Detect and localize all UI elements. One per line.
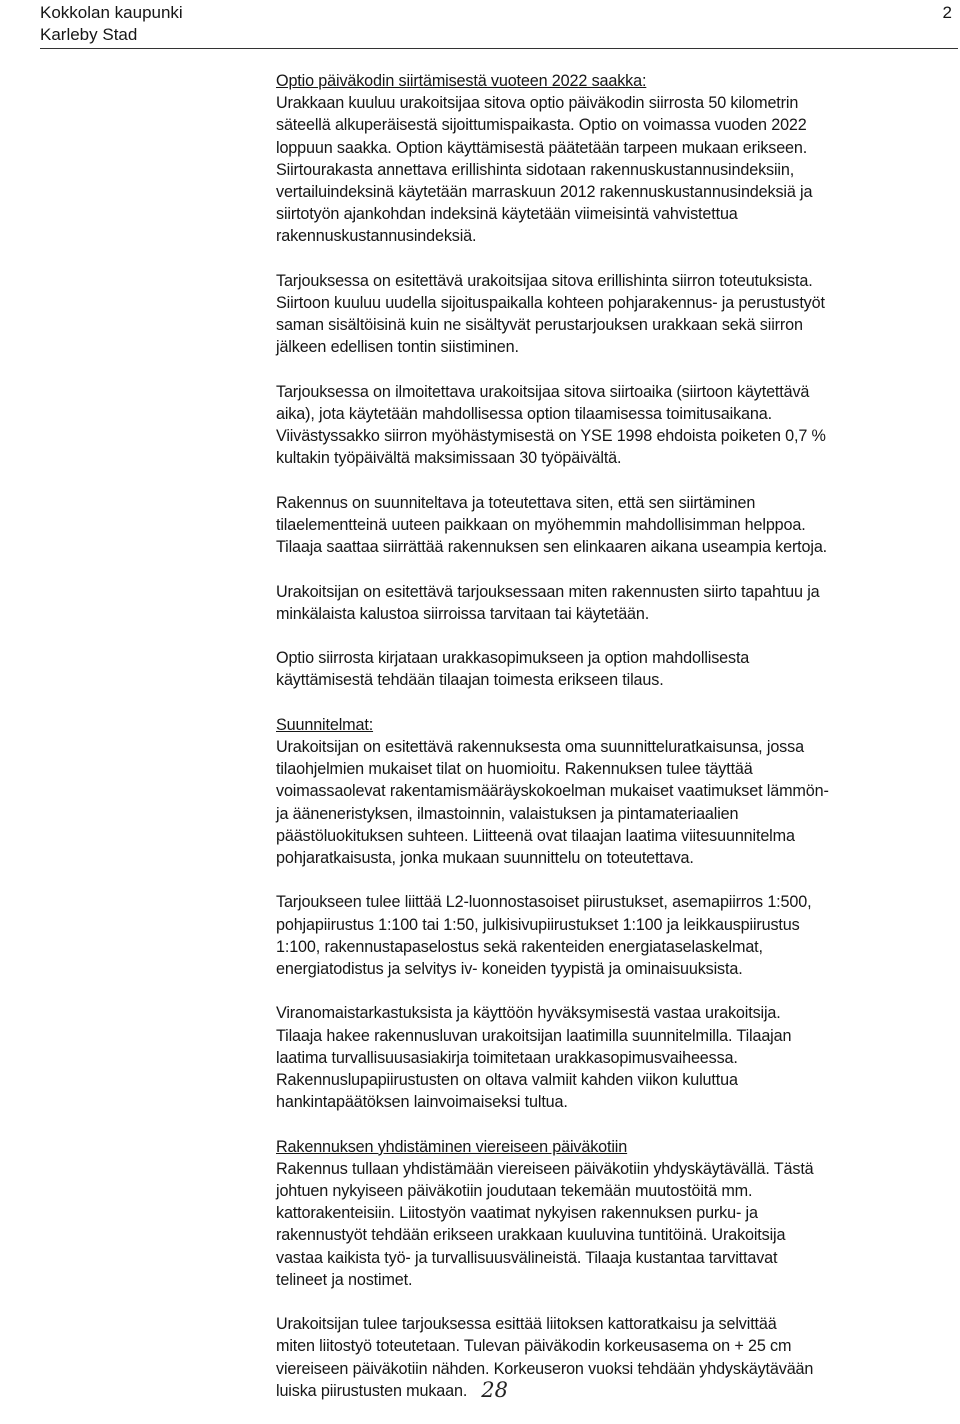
section-heading: Rakennuksen yhdistäminen viereiseen päiväkotiin [276, 1137, 628, 1156]
text-line: pohjaratkaisusta, jonka mukaan suunnittelu on toteutettava. [276, 849, 694, 868]
paragraph [276, 647, 960, 691]
text-line: telineet ja nostimet. [276, 1270, 413, 1289]
text-line: säteellä alkuperäisestä sijoittumispaikasta. Optio on voimassa vuoden 2022 [276, 116, 807, 135]
text-line: viereiseen päiväkotiin nähden. Korkeuseron vuoksi tehdään yhdyskäytävään [276, 1359, 814, 1378]
text-line: hankintapäätöksen lainvoimaiseksi tultua. [276, 1093, 568, 1112]
text-line: ja ääneneristyksen, ilmastoinnin, valaistuksen ja pintamateriaalien [276, 804, 739, 823]
document-body [276, 70, 960, 1424]
text-line: miten liitostyö toteutetaan. Tulevan päiväkodin korkeusasema on + 25 cm [276, 1337, 792, 1356]
paragraph [276, 70, 960, 248]
paragraph [276, 492, 960, 559]
handwritten-page-note: 28 [481, 1377, 508, 1402]
text-line: minkälaista kalustoa siirroissa tarvitaan tai käytetään. [276, 604, 650, 623]
paragraph [276, 891, 960, 980]
text-line: rakennustyöt tehdään erikseen urakkaan kuuluvina tuntitöinä. Urakoitsija [276, 1226, 786, 1245]
section-heading: Suunnitelmat: [276, 715, 374, 734]
paragraph [276, 1313, 960, 1402]
text-line: Tarjoukseen tulee liittää L2-luonnostasoiset piirustukset, asemapiirros 1:500, [276, 893, 812, 912]
text-line: siirtotyön ajankohdan indeksinä käytetään viimeisintä vahvistettua [276, 205, 738, 224]
text-line: vertailuindeksinä käytetään marraskuun 2012 rakennuskustannusindeksiä ja [276, 183, 813, 202]
text-line: vastaa kaikista työ- ja turvallisuusvälineistä. Tilaaja kustantaa tarvittavat [276, 1248, 778, 1267]
text-line: Viranomaistarkastuksista ja käyttöön hyväksymisestä vastaa urakoitsija. [276, 1004, 781, 1023]
text-line: pohjapiirustus 1:100 tai 1:50, julkisivupiirustukset 1:100 ja leikkauspiirustus [276, 915, 800, 934]
text-line: energiatodistus ja selvitys iv- koneiden tyypistä ja ominaisuuksista. [276, 960, 743, 979]
text-line: Urakkaan kuuluu urakoitsijaa sitova optio päiväkodin siirrosta 50 kilometrin [276, 94, 799, 113]
text-line: Siirtourakasta annettava erillishinta sidotaan rakennuskustannusindeksiin, [276, 160, 795, 179]
header-organization-sv: Karleby Stad [40, 25, 138, 44]
text-line: aika), jota käytetään mahdollisessa option tilaamisessa toimitusaikana. [276, 405, 772, 424]
paragraph [276, 1136, 960, 1291]
text-line: laatima turvallisuusasiakirja toimitetaan urakkasopimusvaiheessa. [276, 1048, 738, 1067]
text-line: luiska piirustusten mukaan. [276, 1381, 468, 1400]
text-line: Viivästyssakko siirron myöhästymisestä on YSE 1998 ehdoista poiketen 0,7 % [276, 427, 826, 446]
text-line: Rakennus on suunniteltava ja toteutettava siten, että sen siirtäminen [276, 493, 756, 512]
text-line: tilaohjelmien mukaiset tilat on huomioitu. Rakennuksen tulee täyttää [276, 760, 753, 779]
text-line: Tilaaja hakee rakennusluvan urakoitsijan laatimilla suunnitelmilla. Tilaajan [276, 1026, 792, 1045]
text-line: johtuen nykyiseen päiväkotiin joudutaan tekemään muutostöitä mm. [276, 1182, 753, 1201]
page-number: 2 [942, 3, 952, 22]
text-line: loppuun saakka. Option käyttämisestä päätetään tarpeen mukaan erikseen. [276, 138, 808, 157]
text-line: jälkeen edellisen tontin siistiminen. [276, 338, 519, 357]
header-divider [40, 48, 958, 49]
paragraph [276, 714, 960, 869]
text-line: Tarjouksessa on esitettävä urakoitsijaa sitova erillishinta siirron toteutuksista. [276, 271, 813, 290]
text-line: kattorakenteisiin. Liitostyön vaatimat nykyisen rakennuksen purku- ja [276, 1204, 758, 1223]
page-header [40, 2, 956, 46]
text-line: päästöluokituksen suhteen. Liitteenä ovat tilaajan laatima viitesuunnitelma [276, 826, 795, 845]
text-line: Optio siirrosta kirjataan urakkasopimukseen ja option mahdollisesta [276, 649, 750, 668]
text-line: Siirtoon kuuluu uudella sijoituspaikalla kohteen pohjarakennus- ja perustustyöt [276, 294, 825, 313]
text-line: Tarjouksessa on ilmoitettava urakoitsijaa sitova siirtoaika (siirtoon käytettävä [276, 382, 810, 401]
paragraph [276, 581, 960, 625]
text-line: kultakin työpäivältä maksimissaan 30 työpäivältä. [276, 449, 622, 468]
header-organization-fi: Kokkolan kaupunki [40, 3, 183, 22]
paragraph [276, 1002, 960, 1113]
text-line: voimassaolevat rakentamismääräyskokoelman mukaiset vaatimukset lämmön- [276, 782, 829, 801]
paragraph [276, 381, 960, 470]
text-line: Rakennuslupapiirustusten on oltava valmiit kahden viikon kuluttua [276, 1071, 738, 1090]
text-line: Tilaaja saattaa siirrättää rakennuksen sen elinkaaren aikana useampia kertoja. [276, 538, 828, 557]
section-heading: Optio päiväkodin siirtämisestä vuoteen 2022 saakka: [276, 72, 647, 90]
text-line: tilaelementteinä uuteen paikkaan on myöhemmin mahdollisimman helppoa. [276, 516, 806, 535]
text-line: käyttämisestä tehdään tilaajan toimesta erikseen tilaus. [276, 671, 664, 690]
text-line: Urakoitsijan on esitettävä tarjouksessaan miten rakennusten siirto tapahtuu ja [276, 582, 820, 601]
text-line: rakennuskustannusindeksiä. [276, 227, 477, 246]
paragraph [276, 270, 960, 359]
text-line: Urakoitsijan on esitettävä rakennuksesta oma suunnitteluratkaisunsa, jossa [276, 738, 804, 756]
text-line: Rakennus tullaan yhdistämään viereiseen päiväkotiin yhdyskäytävällä. Tästä [276, 1159, 814, 1178]
text-line: saman sisältöisinä kuin ne sisältyvät perustarjouksen urakkaan sekä siirron [276, 316, 803, 335]
text-line: Urakoitsijan tulee tarjouksessa esittää liitoksen kattoratkaisu ja selvittää [276, 1315, 777, 1334]
text-line: 1:100, rakennustapaselostus sekä rakenteiden energiataselaskelmat, [276, 937, 763, 956]
